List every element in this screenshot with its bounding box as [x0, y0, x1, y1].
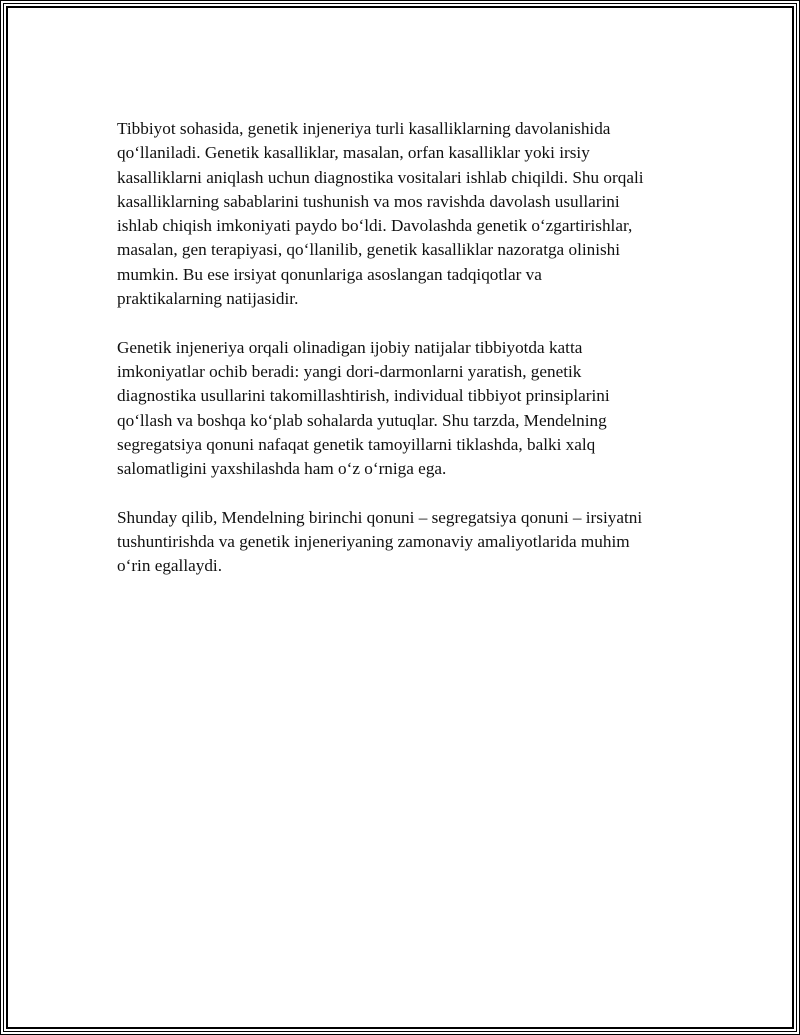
document-body: [117, 117, 697, 603]
paragraph-3: Shunday qilib, Mendelning birinchi qonuni – segregatsiya qonuni – irsiyatni tushuntirishda va genetik injeneriyaning zamonaviy amaliyotlarida muhim oʻrin egallaydi.: [117, 507, 643, 576]
paragraph-2: Genetik injeneriya orqali olinadigan ijobiy natijalar tibbiyotda katta imkoniyatlar ochib beradi: yangi dori-darmonlarni yaratish, genetik diagnostika usullarini takomillashtirish, individual tibbiyot prinsiplarini qoʻllash va boshqa koʻplab sohalarda yutuqlar. Shu tarzda, Mendelning segregatsiya qonuni nafaqat genetik tamoyillarni tiklashda, balki xalq salomatligini yaxshilashda ham oʻz oʻrniga ega.: [117, 337, 610, 479]
paragraph-1: Tibbiyot sohasida, genetik injeneriya turli kasalliklarning davolanishida qoʻllaniladi. Genetik kasalliklar, masalan, orfan kasalliklar yoki irsiy kasalliklarni aniqlash uchun diagnostika vositalari ishlab chiqildi. Shu orqali kasalliklarning sabablarini tushunish va mos ravishda davolash usullarini ishlab chiqish imkoniyati paydo boʻldi. Davolashda genetik oʻzgartirishlar, masalan, gen terapiyasi, qoʻllanilib, genetik kasalliklar nazoratga olinishi mumkin. Bu ese irsiyat qonunlariga asoslangan tadqiqotlar va praktikalarning natijasidir.: [117, 119, 644, 309]
